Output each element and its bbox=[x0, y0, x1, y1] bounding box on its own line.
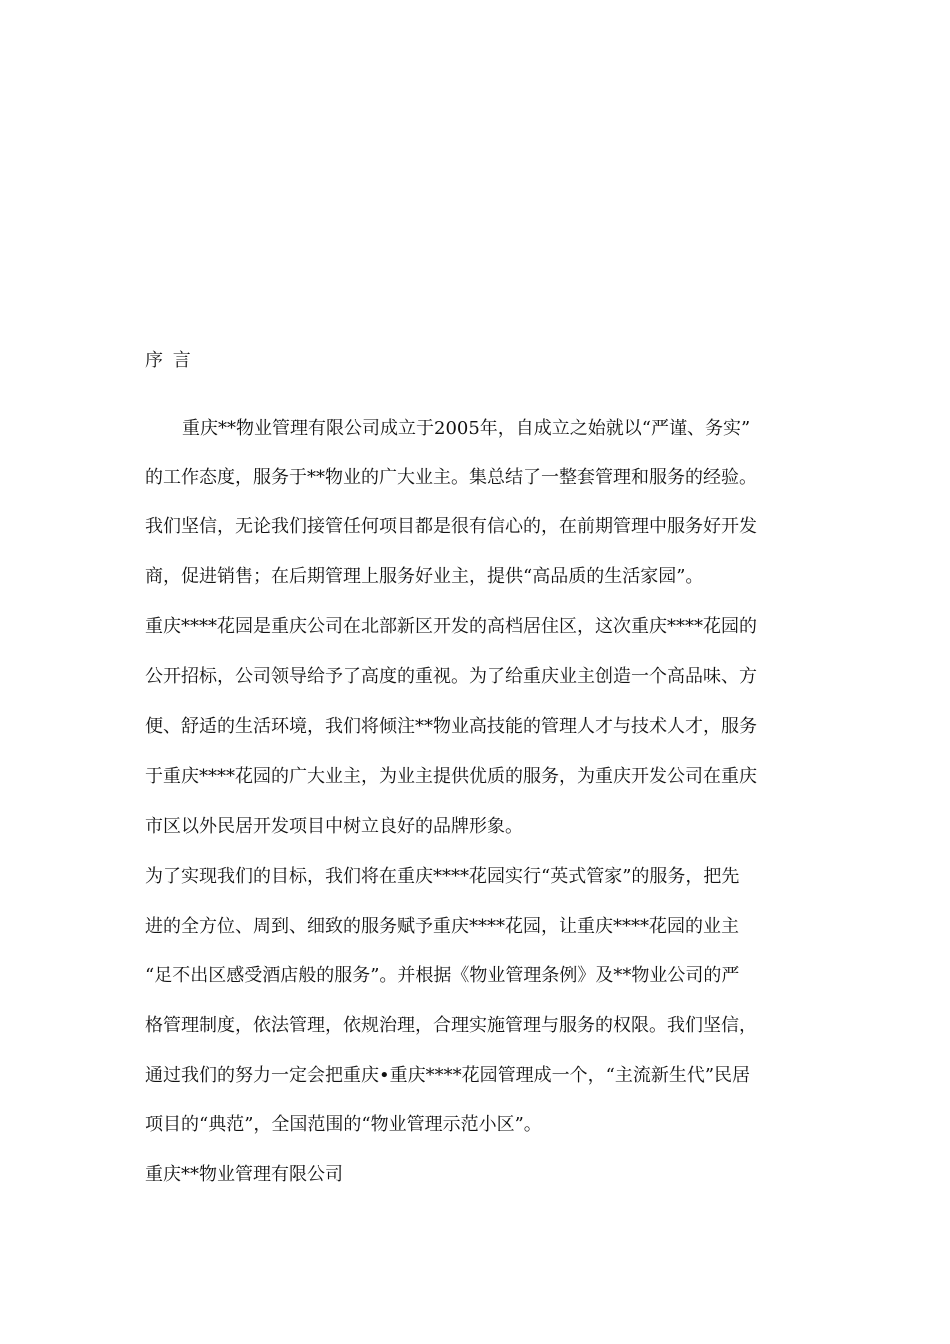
paragraph-line: 为了实现我们的目标，我们将在重庆****花园实行“英式管家”的服务，把先 bbox=[145, 866, 740, 887]
paragraph-line: 重庆****花园是重庆公司在北部新区开发的高档居住区，这次重庆****花园的 bbox=[145, 616, 757, 637]
paragraph-line: 便、舒适的生活环境，我们将倾注**物业高技能的管理人才与技术人才，服务 bbox=[145, 716, 757, 737]
paragraph-line: 商，促进销售；在后期管理上服务好业主，提供“高品质的生活家园”。 bbox=[145, 566, 704, 587]
paragraph-line: 于重庆****花园的广大业主，为业主提供优质的服务，为重庆开发公司在重庆 bbox=[145, 766, 757, 787]
paragraph-line: 格管理制度，依法管理，依规治理，合理实施管理与服务的权限。我们坚信， bbox=[145, 1015, 757, 1036]
paragraph-line: 通过我们的努力一定会把重庆•重庆****花园管理成一个，“主流新生代”民居 bbox=[145, 1065, 751, 1086]
paragraph-line: 我们坚信，无论我们接管任何项目都是很有信心的，在前期管理中服务好开发 bbox=[145, 516, 757, 537]
paragraph-line: “足不出区感受酒店般的服务”。并根据《物业管理条例》及**物业公司的严 bbox=[145, 965, 740, 986]
paragraph-line: 公开招标，公司领导给予了高度的重视。为了给重庆业主创造一个高品味、方 bbox=[145, 666, 757, 687]
company-signature: 重庆**物业管理有限公司 bbox=[145, 1164, 343, 1185]
paragraph-line: 的工作态度，服务于**物业的广大业主。集总结了一整套管理和服务的经验。 bbox=[145, 467, 757, 488]
paragraph-line: 市区以外民居开发项目中树立良好的品牌形象。 bbox=[145, 816, 523, 837]
paragraph-line: 项目的“典范”，全国范围的“物业管理示范小区”。 bbox=[145, 1114, 542, 1135]
paragraph-line: 进的全方位、周到、细致的服务赋予重庆****花园，让重庆****花园的业主 bbox=[145, 916, 739, 937]
paragraph-line: 重庆**物业管理有限公司成立于2005年，自成立之始就以“严谨、务实” bbox=[182, 418, 751, 439]
section-heading: 序 言 bbox=[145, 350, 193, 371]
